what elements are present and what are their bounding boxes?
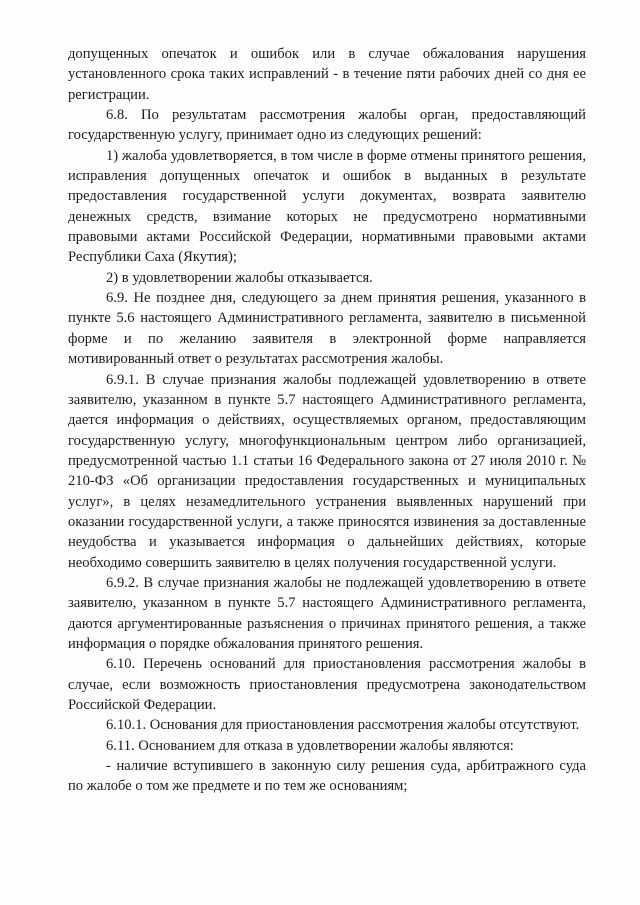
paragraph-continuation: допущенных опечаток и ошибок или в случае обжалования нарушения установленного срока таких исправлений - в течение пяти рабочих дней со дня ее регистрации. (68, 46, 586, 103)
document-body (68, 44, 586, 797)
paragraph-6-8-item-1: 1) жалоба удовлетворяется, в том числе в форме отмены принятого решения, исправления допущенных опечаток и ошибок в выданных в результате предоставления государственной услуги документах, возврата заявителю денежных средств, взимание которых не предусмотрено нормативными правовыми актами Российской Федерации, нормативными правовыми актами Республики Саха (Якутия); (68, 147, 586, 266)
paragraph-6-11-item-1: - наличие вступившего в законную силу решения суда, арбитражного суда по жалобе о том же предмете и по тем же основаниям; (68, 758, 586, 795)
paragraph-6-11: 6.11. Основанием для отказа в удовлетворении жалобы являются: (106, 737, 514, 754)
paragraph-6-8: 6.8. По результатам рассмотрения жалобы орган, предоставляющий государственную услугу, принимает одно из следующих решений: (68, 107, 586, 144)
paragraph-6-10-1: 6.10.1. Основания для приостановления рассмотрения жалобы отсутствуют. (106, 717, 580, 734)
paragraph-6-10: 6.10. Перечень оснований для приостановления рассмотрения жалобы в случае, если возможность приостановления предусмотрена законодательством Российской Федерации. (68, 656, 586, 713)
paragraph-6-9-2: 6.9.2. В случае признания жалобы не подлежащей удовлетворению в ответе заявителю, указанном в пункте 5.7 настоящего Административного регламента, даются аргументированные разъяснения о причинах принятого решения, а также информация о порядке обжалования принятого решения. (68, 574, 586, 652)
paragraph-6-8-item-2: 2) в удовлетворении жалобы отказывается. (106, 269, 373, 286)
paragraph-6-9-1: 6.9.1. В случае признания жалобы подлежащей удовлетворению в ответе заявителю, указанном в пункте 5.7 настоящего Административного регламента, дается информация о действиях, осуществляемых органом, предоставляющим государственную услугу, многофункциональным центром либо организацией, предусмотренной частью 1.1 статьи 16 Федерального закона от 27 июля 2010 г. № 210-ФЗ «Об организации предоставления государственных и муниципальных услуг», в целях незамедлительного устранения выявленных нарушений при оказании государственной услуги, а также приносятся извинения за доставленные неудобства и указывается информация о дальнейших действиях, которые необходимо совершить заявителю в целях получения государственной услуги. (68, 371, 586, 571)
paragraph-6-9: 6.9. Не позднее дня, следующего за днем принятия решения, указанного в пункте 5.6 настоящего Административного регламента, заявителю в письменной форме и по желанию заявителя в электронной форме направляется мотивированный ответ о результатах рассмотрения жалобы. (68, 290, 586, 368)
